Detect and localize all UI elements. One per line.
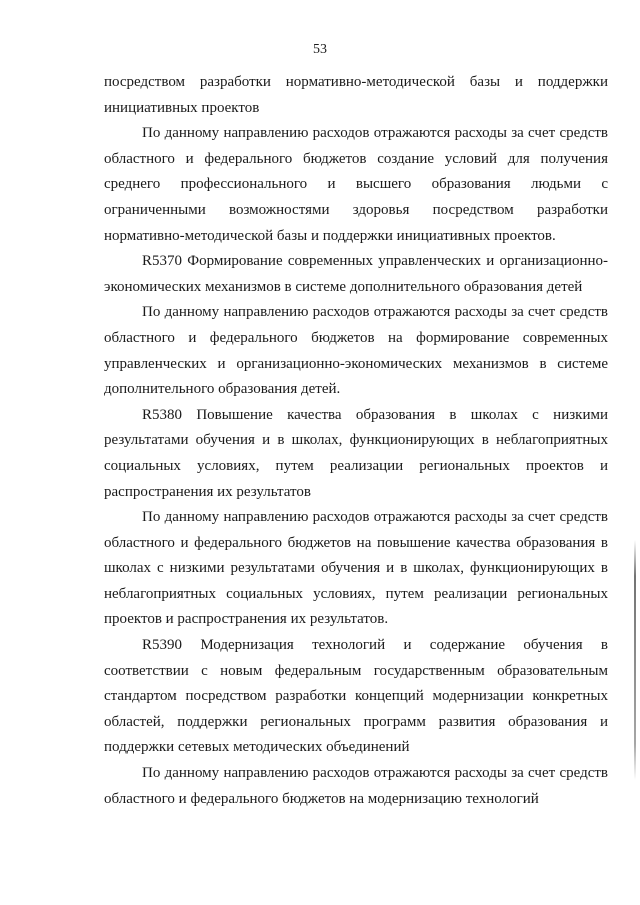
scan-edge-artifact [634,540,636,780]
section-heading-r5390: R5390 Модернизация технологий и содержание обучения в соответствии с новым федеральным государственным образовательным стандартом посредством разработки концепций модернизации конкретных областей, поддержки региональных программ развития образования и поддержки сетевых методических объединений [104,637,608,756]
section-heading-r5380: R5380 Повышение качества образования в школах с низкими результатами обучения и в школах, функционирующих в неблагоприятных социальных условиях, путем реализации региональных проектов и распространения их результатов [104,406,608,500]
page-number: 53 [313,42,327,57]
paragraph: По данному направлению расходов отражаются расходы за счет средств областного и федерального бюджетов создание условий для получения среднего профессионального и высшего образования людьми с ограниченными возможностями здоровья посредством разработки нормативно-методической базы и поддержки инициативных проектов. [104,125,608,244]
paragraph: По данному направлению расходов отражаются расходы за счет средств областного и федерального бюджетов на формирование современных управленческих и организационно-экономических механизмов в системе дополнительного образования детей. [104,304,608,398]
paragraph-continuation: посредством разработки нормативно-методической базы и поддержки инициативных проектов [104,74,608,116]
section-heading-r5370: R5370 Формирование современных управленческих и организационно-экономических механизмов в системе дополнительного образования детей [104,253,608,295]
page-body [104,70,608,812]
paragraph: По данному направлению расходов отражаются расходы за счет средств областного и федерального бюджетов на модернизацию технологий [104,765,608,807]
paragraph: По данному направлению расходов отражаются расходы за счет средств областного и федерального бюджетов на повышение качества образования в школах с низкими результатами обучения и в школах, функционирующих в неблагоприятных социальных условиях, путем реализации региональных проектов и распространения их результатов. [104,509,608,628]
